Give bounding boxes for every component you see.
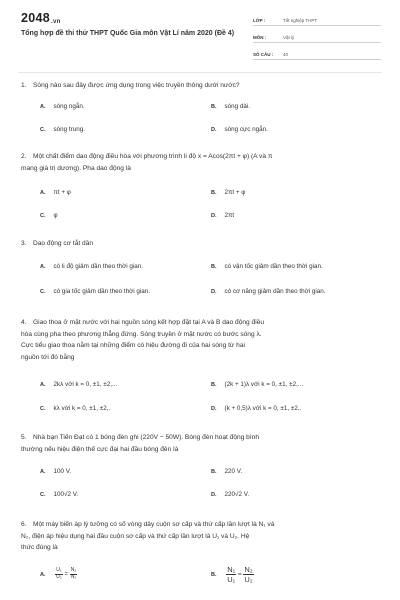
fraction: $\frac{\text{N₁}}{\text{U₁}}$ <box>227 565 236 584</box>
option-c[interactable]: C. 100√2 V. <box>40 491 79 498</box>
question-text: 4. Giao thoa ở mặt nước với hai nguồn sóng kết hợp đặt tại A và B dao động điều <box>21 317 383 329</box>
option-d[interactable]: D. (k + 0,5)λ với k = 0, ±1, ±2,. <box>211 405 302 412</box>
option-d[interactable]: D. có cơ năng giảm dần theo thời gian. <box>211 288 326 295</box>
site-logo[interactable] <box>21 11 61 25</box>
question-text: 6. Một máy biến áp lý tưởng có số vòng dây cuộn sơ cấp và thứ cấp lần lượt là N₁ và <box>21 519 383 531</box>
option-c[interactable]: C. kλ với k = 0, ±1, ±2,. <box>40 405 111 412</box>
option-c[interactable]: C. sóng trung. <box>40 126 86 133</box>
meta-value: Vật lý <box>283 35 295 40</box>
question-text: 2. Một chất điểm dao động điều hòa với phương trình li độ x = Acos(2πt + φ) (A và π <box>21 151 383 163</box>
fraction: $\frac{\text{N₂}}{\text{N₁}}$ <box>70 567 77 580</box>
option-a[interactable]: A. 100 V. <box>40 468 72 475</box>
exam-title: Tổng hợp đề thi thử THPT Quốc Gia môn Vật Lí năm 2020 (Đề 4) <box>21 30 235 37</box>
question-text: 3. Dao động cơ tắt dần <box>21 238 383 250</box>
option-a[interactable]: A. sóng ngắn. <box>40 103 85 110</box>
option-b[interactable]: B. sóng dài. <box>211 103 251 110</box>
question-number: 3. <box>21 240 27 247</box>
question-number: 4. <box>21 319 27 326</box>
question-number: 1. <box>21 82 27 89</box>
equals-sign: = <box>64 570 68 578</box>
question-1 <box>21 80 383 92</box>
question-4 <box>21 317 383 363</box>
option-c[interactable]: C. φ <box>40 212 58 219</box>
question-text: 5. Nhà bạn Tiến Đạt có 1 bóng đèn ghi (220V − 50W). Bóng đèn hoạt động bình <box>21 432 383 444</box>
question-number: 5. <box>21 434 27 441</box>
option-a[interactable]: A. $\frac{\text{U₁}}{\text{U₂}}$ = $\frac{\text{N₂}}{\text{N₁}}$ <box>40 567 77 580</box>
option-b[interactable]: B. 220 V. <box>211 468 243 475</box>
question-text-line: hòa cùng pha theo phương thẳng đứng. Sóng truyền ở mặt nước có bước sóng λ. <box>21 330 262 338</box>
logo-text: 2048 <box>21 11 51 25</box>
meta-value: Tốt nghiệp THPT <box>283 18 318 23</box>
question-number: 2. <box>21 153 27 160</box>
option-d[interactable]: D. 2πt <box>211 212 235 219</box>
meta-value: 40 <box>283 52 289 57</box>
question-text-line: mang giá trị dương). Pha dao động là <box>21 164 131 172</box>
meta-row-class <box>253 12 381 26</box>
option-d[interactable]: D. 220√2 V. <box>211 491 250 498</box>
fraction: $\frac{\text{U₁}}{\text{U₂}}$ <box>56 567 62 580</box>
header <box>0 0 400 70</box>
question-number: 6. <box>21 521 27 528</box>
logo-suffix: .vn <box>51 19 61 25</box>
question-text-line: thường nếu hiệu điện thế cực đại hai đầu bóng đèn là <box>21 445 179 453</box>
option-b[interactable]: B. $\frac{\text{N₁}}{\text{U₁}}$ = $\frac{\text{N₂}}{\text{U₂}}$ <box>211 565 253 584</box>
option-b[interactable]: B. (2k + 1)λ với k = 0, ±1, ±2,... <box>211 381 304 388</box>
question-text-line: N₂, điện áp hiệu dụng hai đầu cuộn sơ cấp và thứ cấp lần lượt là U₁ và U₂. Hệ <box>21 532 250 540</box>
meta-label: SỐ CÂU : <box>253 52 274 57</box>
meta-row-count <box>253 46 381 60</box>
question-text: 1. Sóng nào sau đây được ứng dụng trong việc truyền thông dưới nước? <box>21 80 383 92</box>
question-5 <box>21 432 383 455</box>
question-2 <box>21 151 383 174</box>
option-a[interactable]: A. có li độ giảm dần theo thời gian. <box>40 263 144 270</box>
divider <box>18 72 382 73</box>
question-6 <box>21 519 383 554</box>
equals-sign: = <box>237 571 242 579</box>
option-d[interactable]: D. sóng cực ngắn. <box>211 126 268 133</box>
fraction: $\frac{\text{N₂}}{\text{U₂}}$ <box>244 565 253 584</box>
option-a[interactable]: A. 2kλ với k = 0, ±1, ±2,... <box>40 381 118 388</box>
exam-meta <box>253 12 381 63</box>
option-a[interactable]: A. πt + φ <box>40 189 71 196</box>
question-3 <box>21 238 383 250</box>
option-c[interactable]: C. có gia tốc giảm dần theo thời gian. <box>40 288 151 295</box>
option-b[interactable]: B. 2πt + φ <box>211 189 246 196</box>
meta-label: MÔN : <box>253 35 267 40</box>
question-text-line: Cực tiểu giao thoa nằm tại những điểm có hiệu đường đi của hai sóng từ hai <box>21 342 245 349</box>
meta-row-subject <box>253 29 381 43</box>
question-text-line: thức đúng là <box>21 544 58 551</box>
option-b[interactable]: B. có vận tốc giảm dần theo thời gian. <box>211 263 323 270</box>
meta-label: LỚP : <box>253 18 266 23</box>
question-text-line: nguồn tới đó bằng <box>21 353 75 361</box>
